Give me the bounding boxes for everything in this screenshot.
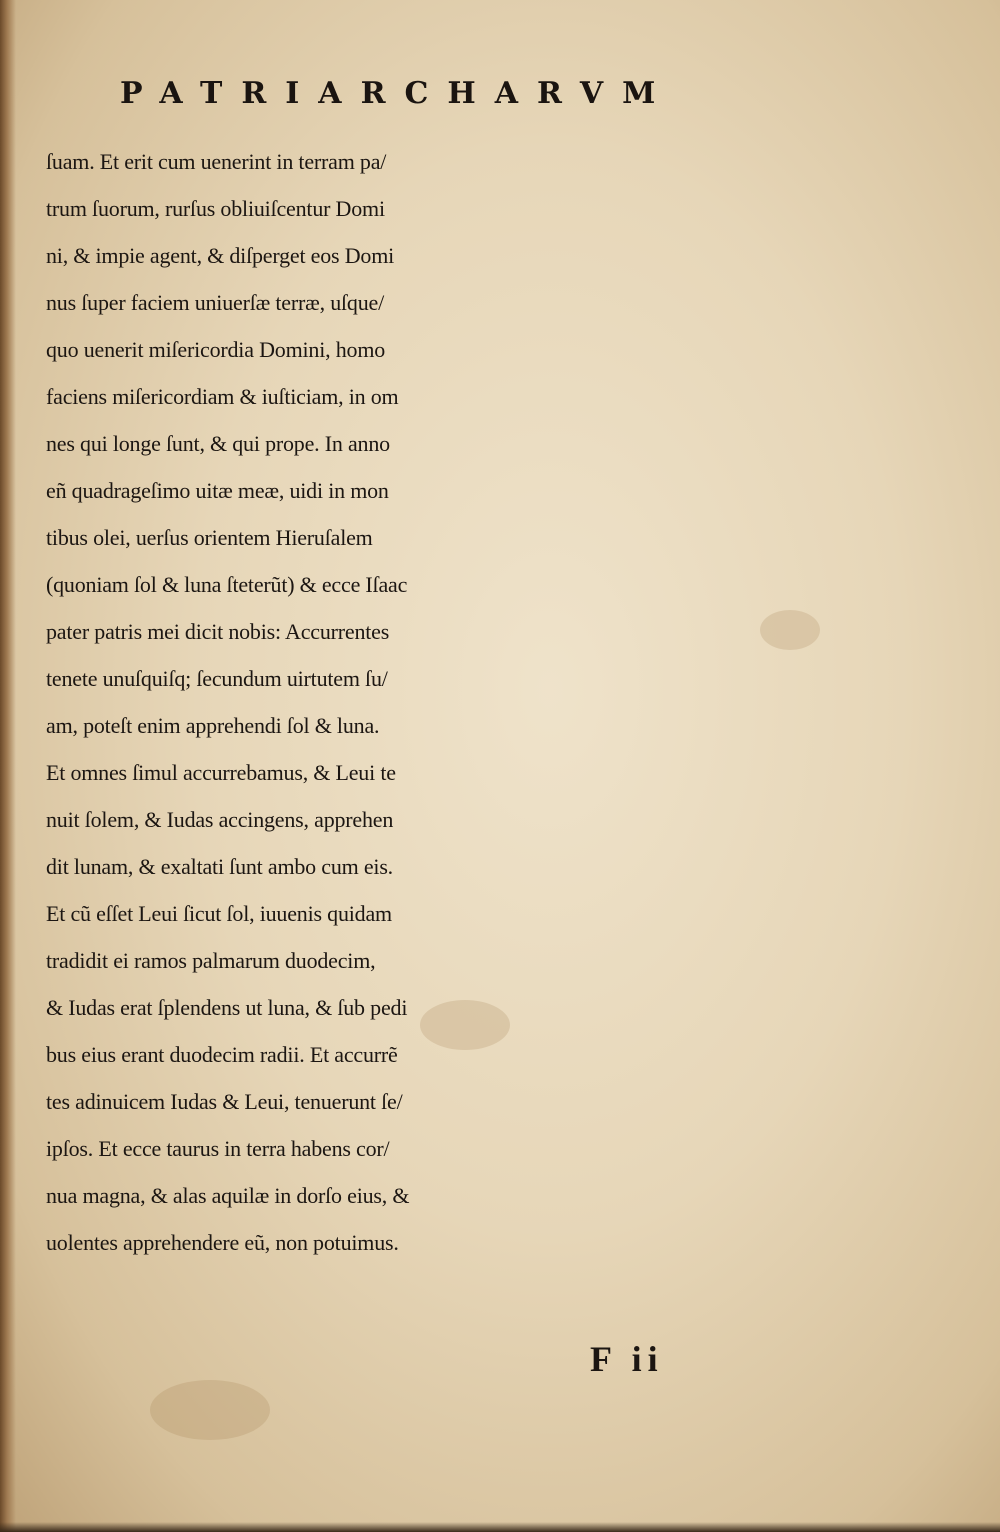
text-line: nes qui longe ſunt, & qui prope. In anno [46,431,390,456]
signature-mark: F ii [590,1339,664,1379]
text-line: bus eius erant duodecim radii. Et accurrẽ [46,1042,398,1067]
text-line: tenete unuſquiſq; ſecundum uirtutem ſu/ [46,666,388,691]
page-bottom-edge [0,1522,1000,1532]
running-title: PATRIARCHARVM [120,76,675,111]
text-line: tes adinuicem Iudas & Leui, tenuerunt ſe/ [46,1089,403,1114]
text-line: pater patris mei dicit nobis: Accurrentes [46,619,390,644]
text-line: nuit ſolem, & Iudas accingens, apprehen [46,807,394,832]
text-line: quo uenerit miſericordia Domini, homo [46,337,386,362]
text-line: ni, & impie agent, & diſperget eos Domi [46,243,395,268]
text-line: trum ſuorum, rurſus obliuiſcentur Domi [46,196,385,221]
text-line: (quoniam ſol & luna ſteterũt) & ecce Iſaac [46,572,408,597]
text-line: tibus olei, uerſus orientem Hieruſalem [46,525,373,550]
text-line: nus ſuper faciem uniuerſæ terræ, uſque/ [46,290,384,315]
text-line: faciens miſericordiam & iuſticiam, in om [46,384,399,409]
text-line: ipſos. Et ecce taurus in terra habens cor/ [46,1136,390,1161]
text-line: tradidit ei ramos palmarum duodecim, [46,948,376,973]
page-gutter-shadow [0,0,16,1532]
text-line: uolentes apprehendere eũ, non potuimus. [46,1230,399,1255]
text-line: & Iudas erat ſplendens ut luna, & ſub pedi [46,995,408,1020]
text-line: dit lunam, & exaltati ſunt ambo cum eis. [46,854,393,879]
text-line: Et omnes ſimul accurrebamus, & Leui te [46,760,396,785]
body-text [46,138,806,1266]
text-line: ſuam. Et erit cum uenerint in terram pa/ [46,149,387,174]
foxing-stain [150,1380,270,1440]
text-line: am, poteſt enim apprehendi ſol & luna. [46,713,380,738]
text-line: nua magna, & alas aquilæ in dorſo eius, & [46,1183,410,1208]
text-line: Et cũ eſſet Leui ſicut ſol, iuuenis quidam [46,901,392,926]
text-line: eñ quadrageſimo uitæ meæ, uidi in mon [46,478,389,503]
